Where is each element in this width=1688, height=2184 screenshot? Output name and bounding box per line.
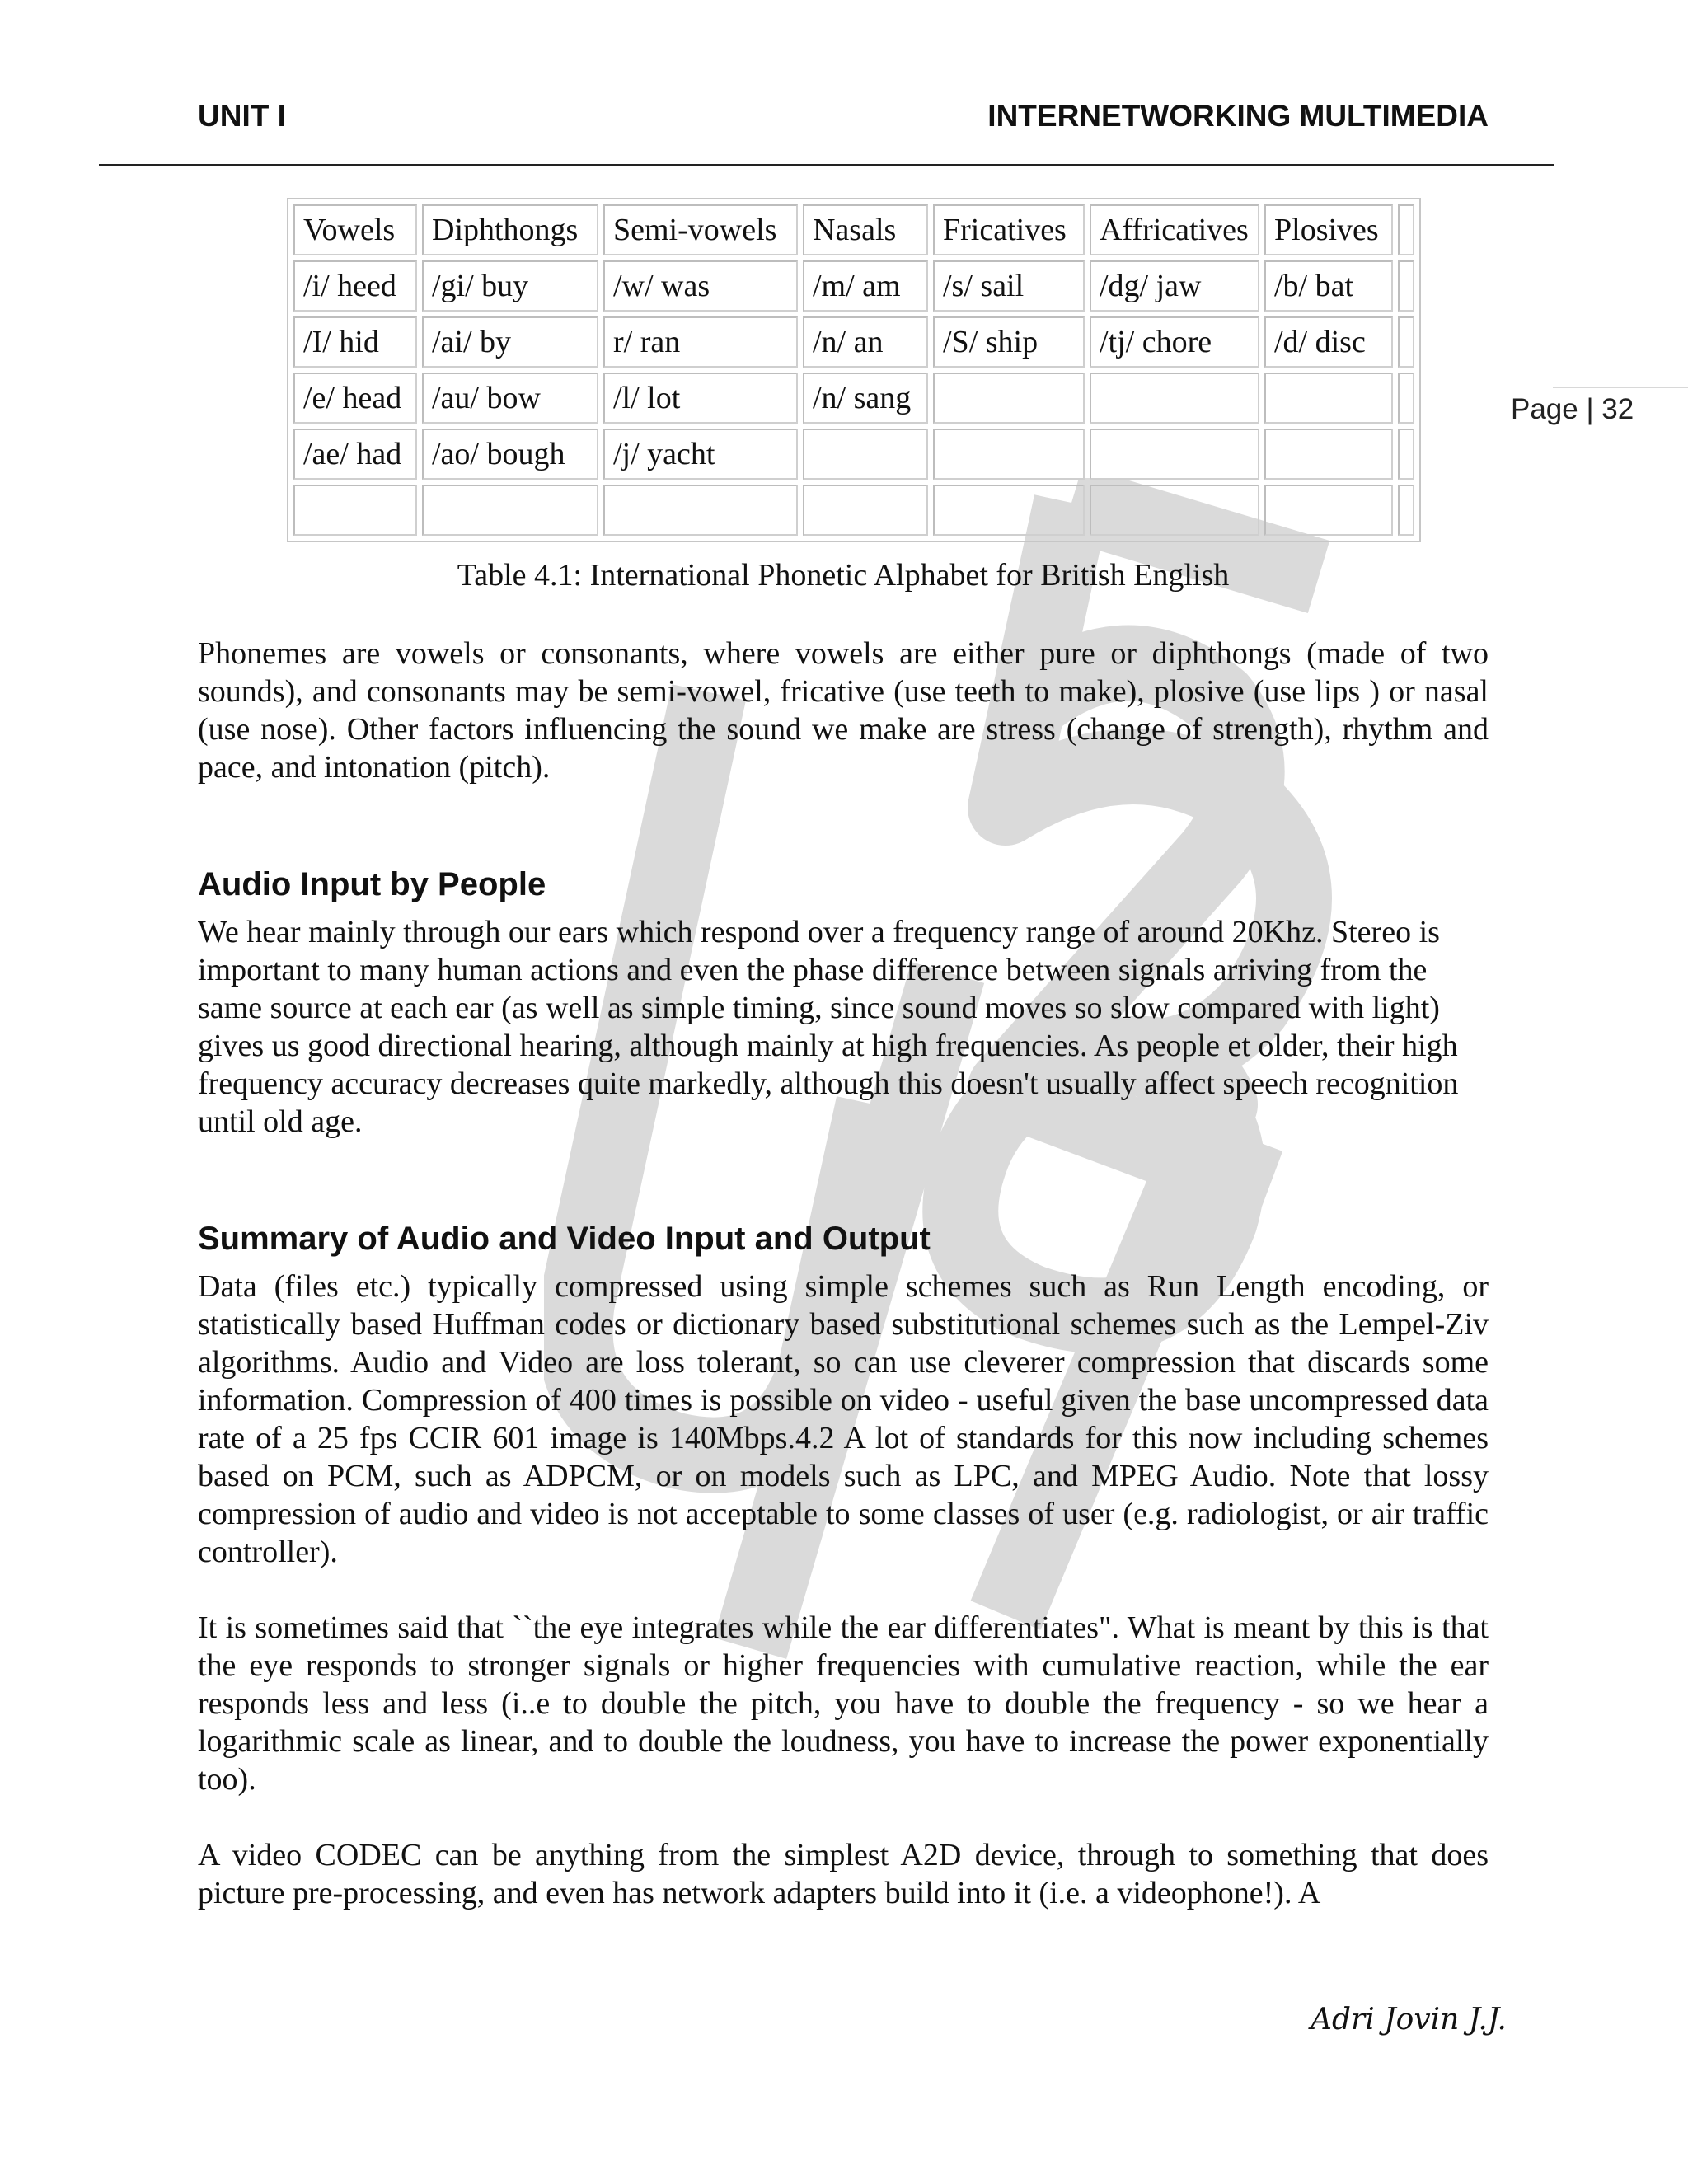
table-cell: /ae/ had [293,429,417,480]
table-cell: /tj/ chore [1090,316,1259,368]
table-header-row [293,204,1414,255]
paragraph-eye-ear: It is sometimes said that ``the eye integrates while the ear differentiates". What is meant by this is that the eye responds to stronger signals or higher frequencies with cumulative reaction, while the ear responds less and less (i..e to double the pitch, you have to double the frequency - so we hear a logarithmic scale as linear, and to double the loudness, you have to increase the power exponentially too). [198,1610,1489,1797]
table-cell [1398,316,1414,368]
table-header-cell: Fricatives [933,204,1085,255]
ipa-table [287,198,1421,542]
table-cell [1398,429,1414,480]
heading-audio-input: Audio Input by People [198,866,546,902]
table-header-cell: Nasals [803,204,928,255]
page-number: Page | 32 [1511,393,1634,425]
table-row [293,429,1414,480]
table-cell: /S/ ship [933,316,1085,368]
table-cell: /i/ heed [293,260,417,312]
header-title: INTERNETWORKING MULTIMEDIA [987,99,1489,133]
document-body [198,635,1489,1912]
ipa-table-body [293,204,1414,536]
table-cell [1264,373,1393,424]
table-cell [933,485,1085,536]
table-cell: /n/ an [803,316,928,368]
table-row [293,316,1414,368]
table-cell: /ao/ bough [422,429,598,480]
table-cell: /e/ head [293,373,417,424]
heading-summary: Summary of Audio and Video Input and Output [198,1221,931,1257]
table-cell [1398,373,1414,424]
table-cell: /w/ was [603,260,798,312]
table-cell [933,429,1085,480]
header-divider [99,164,1554,166]
header-unit: UNIT I [198,99,286,133]
table-cell [933,373,1085,424]
table-row [293,373,1414,424]
table-cell [603,485,798,536]
table-header-cell [1398,204,1414,255]
table-header-cell: Diphthongs [422,204,598,255]
ipa-table-container [287,198,1421,542]
table-cell: /dg/ jaw [1090,260,1259,312]
table-cell [803,429,928,480]
table-row [293,485,1414,536]
table-cell [422,485,598,536]
paragraph-audio-input: We hear mainly through our ears which respond over a frequency range of around 20Khz. Stereo is important to many human actions and even the phase difference between signals arriving from the same source at each ear (as well as simple timing, since sound moves so slow compared with light) gives us good directional hearing, although mainly at high frequencies. As people et older, their high frequency accuracy decreases quite markedly, although this doesn't usually affect speech recognition until old age. [198,915,1459,1139]
table-cell [1090,429,1259,480]
table-cell: /b/ bat [1264,260,1393,312]
page-number-divider [1553,387,1688,388]
paragraph-codec: A video CODEC can be anything from the simplest A2D device, through to something that does picture pre-processing, and even has network adapters build into it (i.e. a videophone!). A [198,1838,1489,1910]
table-cell: /l/ lot [603,373,798,424]
table-cell: /au/ bow [422,373,598,424]
table-header-cell: Plosives [1264,204,1393,255]
table-cell [803,485,928,536]
table-cell: /m/ am [803,260,928,312]
table-header-cell: Semi-vowels [603,204,798,255]
table-cell: /gi/ buy [422,260,598,312]
author-signature: Adri Jovin J.J. [1311,2003,1507,2036]
table-cell: /d/ disc [1264,316,1393,368]
table-cell [1398,485,1414,536]
paragraph-compression: Data (files etc.) typically compressed using simple schemes such as Run Length encoding, or statistically based Huffman codes or dictionary based substitutional schemes such as the Lempel-Ziv algorithms. Audio and Video are loss tolerant, so can use cleverer compression that discards some information. Compression of 400 times is possible on video - useful given the base uncompressed data rate of a 25 fps CCIR 601 image is 140Mbps.4.2 A lot of standards for this now including schemes based on PCM, such as ADPCM, or on models such as LPC, and MPEG Audio. Note that lossy compression of audio and video is not acceptable to some classes of user (e.g. radiologist, or air traffic controller). [198,1269,1489,1569]
table-cell [1090,485,1259,536]
table-cell [1264,429,1393,480]
table-cell: /I/ hid [293,316,417,368]
table-cell: r/ ran [603,316,798,368]
table-cell: /n/ sang [803,373,928,424]
table-caption: Table 4.1: International Phonetic Alphabet for British English [457,558,1230,593]
table-cell [1090,373,1259,424]
table-cell: /j/ yacht [603,429,798,480]
table-header-cell: Vowels [293,204,417,255]
table-cell: /ai/ by [422,316,598,368]
table-header-cell: Affricatives [1090,204,1259,255]
paragraph-phonemes: Phonemes are vowels or consonants, where vowels are either pure or diphthongs (made of two sounds), and consonants may be semi-vowel, fricative (use teeth to make), plosive (use lips ) or nasal (use nose). Other factors influencing the sound we make are stress (change of strength), rhythm and pace, and intonation (pitch). [198,636,1489,785]
table-cell [1264,485,1393,536]
table-cell [293,485,417,536]
table-cell [1398,260,1414,312]
table-cell: /s/ sail [933,260,1085,312]
table-row [293,260,1414,312]
